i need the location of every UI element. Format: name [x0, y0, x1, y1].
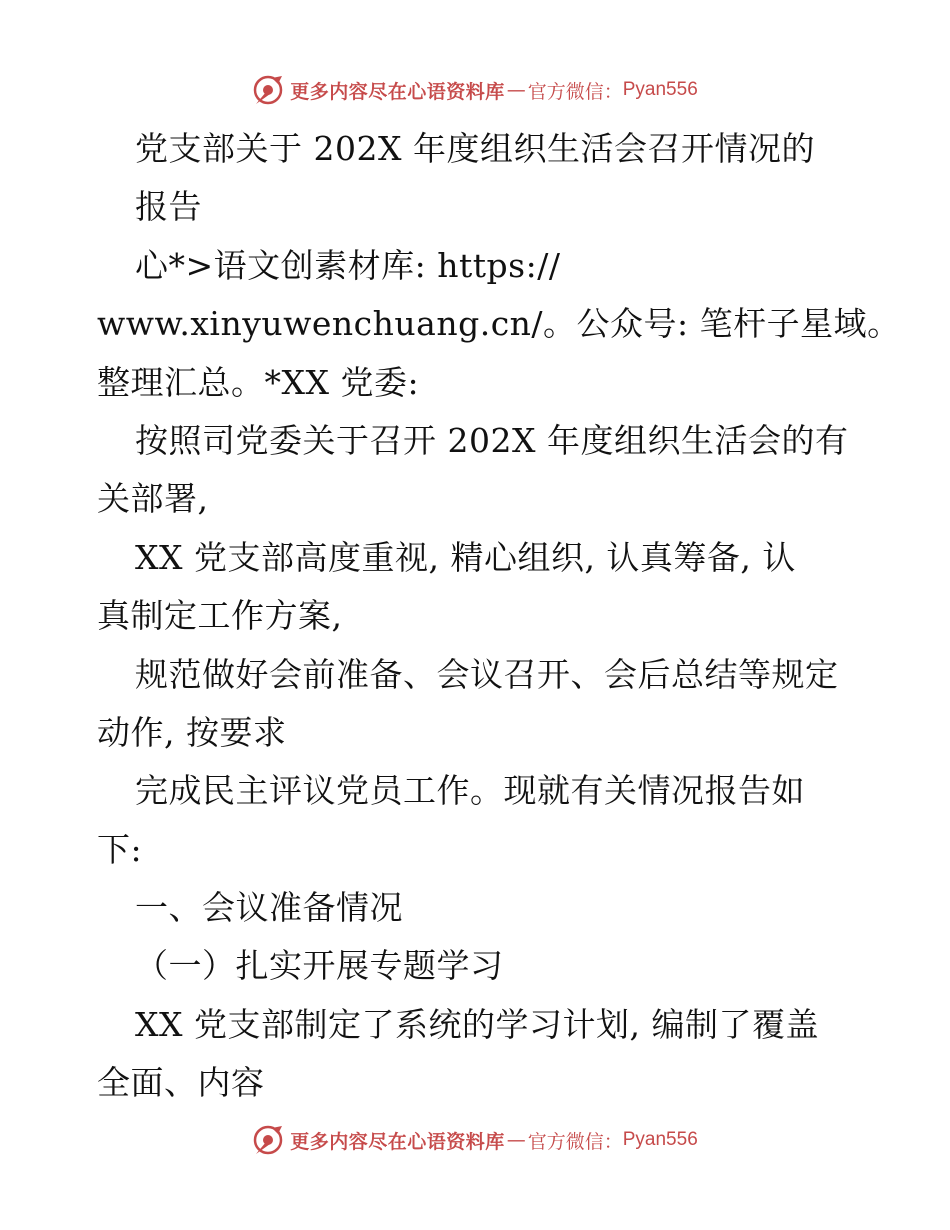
doc-line: 全面、内容: [97, 1063, 265, 1103]
doc-line: 下:: [97, 829, 143, 869]
footer-watermark-banner: [0, 1120, 950, 1160]
banner-main-text: 更多内容尽在心语资料库: [290, 1130, 505, 1153]
banner-wechat-id: Pyan556: [622, 1129, 698, 1150]
doc-line: 心*>语文创素材库: https://: [135, 245, 561, 285]
document-body: [97, 120, 901, 1113]
pen-logo-icon: [252, 74, 284, 106]
doc-line: 按照司党委关于召开 202X 年度组织生活会的有: [135, 420, 849, 460]
banner-wechat-id: Pyan556: [622, 79, 698, 100]
header-watermark-banner: [0, 70, 950, 110]
doc-line: XX 党支部高度重视, 精心组织, 认真筹备, 认: [135, 537, 796, 577]
banner-dash: —: [506, 1129, 526, 1151]
doc-line: www.xinyuwenchuang.cn/。公众号: 笔杆子星域。: [97, 304, 901, 344]
banner-wechat-label: 官方微信：: [527, 1130, 623, 1153]
section-heading: 一、会议准备情况: [135, 888, 403, 928]
banner-main-text: 更多内容尽在心语资料库: [290, 80, 505, 103]
doc-line: 整理汇总。*XX 党委:: [97, 362, 420, 402]
doc-line: 真制定工作方案,: [97, 596, 343, 636]
subsection-heading: （一）扎实开展专题学习: [135, 946, 504, 986]
doc-line: 动作, 按要求: [97, 712, 287, 752]
doc-line: 党支部关于 202X 年度组织生活会召开情况的: [135, 129, 815, 168]
doc-line: 规范做好会前准备、会议召开、会后总结等规定: [135, 654, 839, 694]
doc-line: 报告: [135, 187, 202, 227]
doc-line: XX 党支部制定了系统的学习计划, 编制了覆盖: [135, 1004, 819, 1044]
doc-line: 完成民主评议党员工作。现就有关情况报告如: [135, 771, 805, 811]
banner-dash: —: [506, 79, 526, 101]
banner-wechat-label: 官方微信：: [527, 80, 623, 103]
pen-logo-icon: [252, 1124, 284, 1156]
doc-line: 关部署,: [97, 479, 209, 519]
